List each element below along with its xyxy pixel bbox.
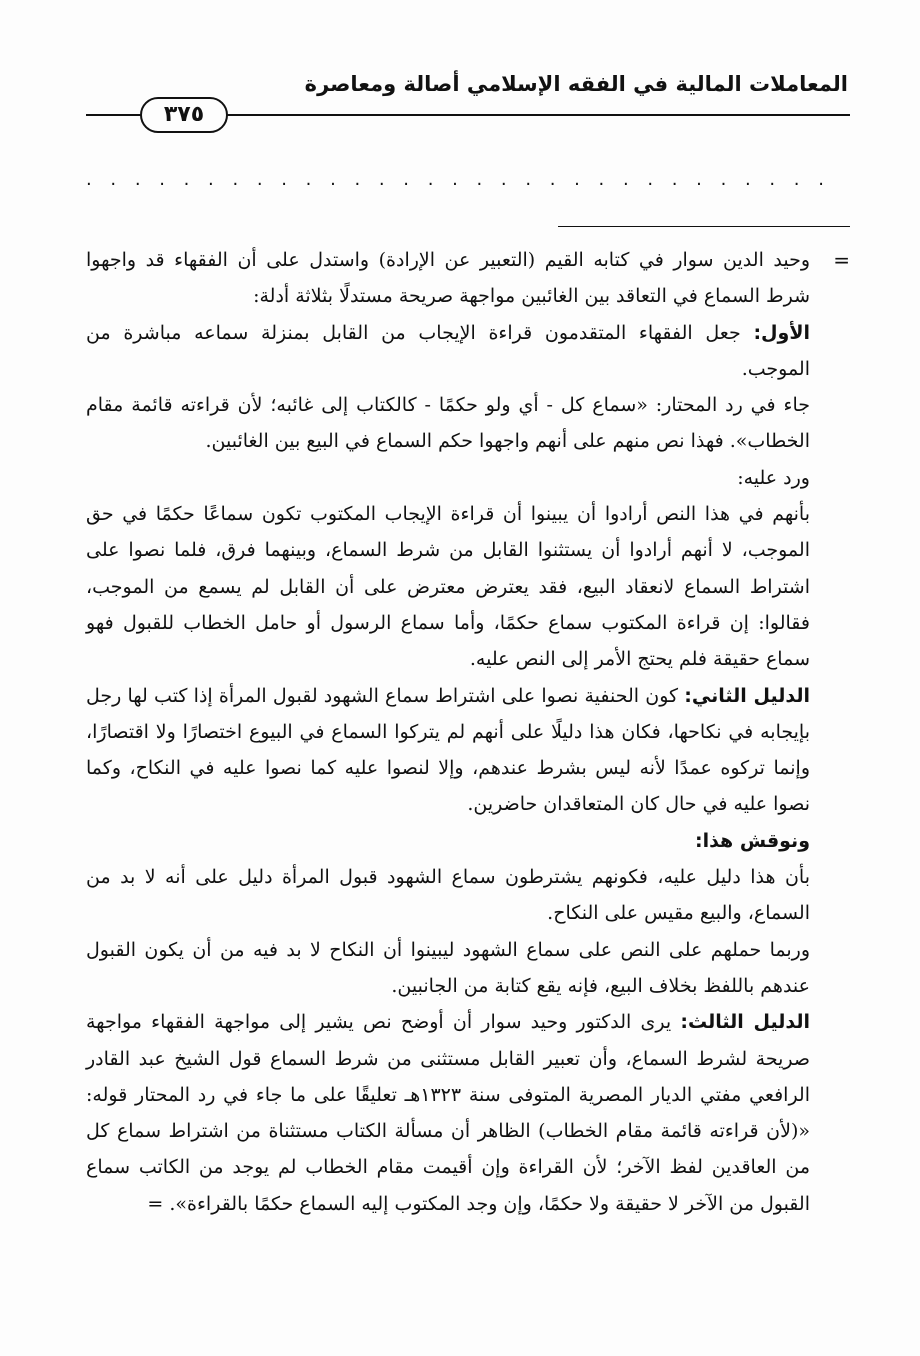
footnote-paragraph [86, 387, 810, 460]
paragraph-lead: ونوقش هذا: [694, 829, 810, 852]
separator-dot: . [720, 169, 727, 190]
footnote-paragraph [86, 460, 810, 496]
dotted-separator [86, 168, 824, 192]
separator-dot: . [208, 169, 214, 190]
paragraph-text: جعل الفقهاء المتقدمون قراءة الإيجاب من القابل بمنزلة سماعه مباشرة من الموجب. [86, 321, 810, 380]
footnote-body [86, 242, 810, 1222]
separator-dot: . [744, 169, 751, 190]
paragraph-lead: الدليل الثالث: [680, 1011, 811, 1034]
footnote-paragraph [86, 496, 810, 677]
paragraph-text: بأنهم في هذا النص أرادوا أن يبينوا أن قراءة الإيجاب المكتوب تكون سماعًا حكمًا في حق الموجب، لا أنهم أرادوا أن يستثنوا القابل من شرط السماع، وبينهما فرق، فلما نصوا على اشتراط السماع لانعقاد البيع، فقد يعترض معترض على أن القابل لم يسمع من الموجب، فقالوا: إن قراءة المكتوب سماع حكمًا، وأما سماع الرسول أو حامل الخطاب للقبول فهو سماع حقيقة فلم يحتج الأمر إلى النص عليه. [86, 503, 810, 671]
footnote-paragraph [86, 1004, 810, 1222]
separator-dot: . [183, 169, 190, 190]
separator-dot: . [622, 169, 629, 190]
paragraph-text: بأن هذا دليل عليه، فكونهم يشترطون سماع الشهود قبول المرأة دليل على أنه لا بد من السماع، والبيع مقيس على النكاح. [86, 866, 810, 925]
paragraph-lead: الدليل الثاني: [684, 684, 810, 707]
separator-dot: . [549, 169, 556, 190]
separator-dot: . [525, 169, 532, 190]
separator-dot: . [110, 169, 117, 190]
footnote-paragraph [86, 859, 810, 932]
separator-dot: . [452, 169, 458, 190]
footnote-continuation-marker: = [833, 248, 850, 272]
running-header-title: المعاملات المالية في الفقه الإسلامي أصالة ومعاصرة [304, 72, 848, 96]
separator-dot: . [476, 169, 483, 190]
paragraph-text: ورد عليه: [737, 466, 810, 489]
page-number: ٣٧٥ [140, 97, 228, 133]
separator-dot: . [427, 169, 434, 190]
paragraph-text: وحيد الدين سوار في كتابه القيم (التعبير عن الإرادة) واستدل على أن الفقهاء قد واجهوا شرط السماع في التعاقد بين الغائبين مواجهة صريحة مستدلًا بثلاثة أدلة: [86, 249, 810, 308]
footnote-rule [558, 226, 850, 227]
separator-dot: . [671, 169, 678, 190]
paragraph-text: يرى الدكتور وحيد سوار أن أوضح نص يشير إلى مواجهة الفقهاء مواجهة صريحة لشرط السماع، وأن تعبير القابل مستثنى من شرط السماع قول الشيخ عبد القادر الرافعي مفتي الديار المصرية المتوفى سنة ١٣٢٣هـ تعليقًا على ما جاء في رد المحتار قوله: «(لأن قراءته قائمة مقام الخطاب) الظاهر أن مسألة الكتاب مستثناة من اشتراط سماع كل من العاقدين لفظ الآخر؛ لأن القراءة وإن أقيمت مقام الخطاب لم يوجد من الكاتب سماع القبول من الآخر لا حقيقة ولا حكمًا، وإن وجد المكتوب إليه السماع حكمًا بالقراءة». = [86, 1011, 810, 1215]
separator-dot: . [256, 169, 263, 190]
separator-dot: . [574, 169, 580, 190]
separator-dot: . [281, 169, 287, 190]
footnote-paragraph [86, 823, 810, 859]
separator-dot: . [769, 169, 776, 190]
separator-dot: . [598, 169, 605, 190]
separator-dot: . [134, 169, 141, 190]
footnote-paragraph [86, 678, 810, 823]
separator-dot: . [378, 169, 385, 190]
footnote-paragraph [86, 242, 810, 315]
separator-dot: . [86, 169, 92, 190]
paragraph-text: كون الحنفية نصوا على اشتراط سماع الشهود لقبول المرأة إذا كتب لها رجل بإيجابه في نكاحها، فكان هذا دليلًا على أنهم لم يتركوا السماع في البيوع اختصارًا ولا اقتصارًا، وإنما تركوه عمدًا لأنه ليس بشرط عندهم، وإلا لنصوا عليه كما نصوا عليه في النكاح، وكما نصوا عليه في حال كان المتعاقدان حاضرين. [86, 684, 810, 816]
separator-dot: . [330, 169, 336, 190]
separator-dot: . [500, 169, 507, 190]
separator-dot: . [647, 169, 654, 190]
paragraph-text: جاء في رد المحتار: «سماع كل - أي ولو حكمًا - كالكتاب إلى غائبه؛ لأن قراءته قائمة مقام الخطاب». فهذا نص منهم على أنهم واجهوا حكم السماع في البيع بين الغائبين. [86, 394, 810, 453]
separator-dot: . [696, 169, 702, 190]
separator-dot: . [232, 169, 239, 190]
footnote-paragraph [86, 932, 810, 1005]
separator-dot: . [159, 169, 165, 190]
paragraph-text: وربما حملهم على النص على سماع الشهود ليبينوا أن النكاح لا بد فيه من أن يكون القبول عندهم باللفظ بخلاف البيع، فإنه يقع كتابة من الجانبين. [86, 938, 810, 997]
separator-dot: . [793, 169, 800, 190]
separator-dot: . [403, 169, 410, 190]
separator-dot: . [354, 169, 361, 190]
footnote-paragraph [86, 315, 810, 388]
paragraph-lead: الأول: [753, 321, 810, 344]
separator-dot: . [818, 169, 824, 190]
separator-dot: . [305, 169, 312, 190]
